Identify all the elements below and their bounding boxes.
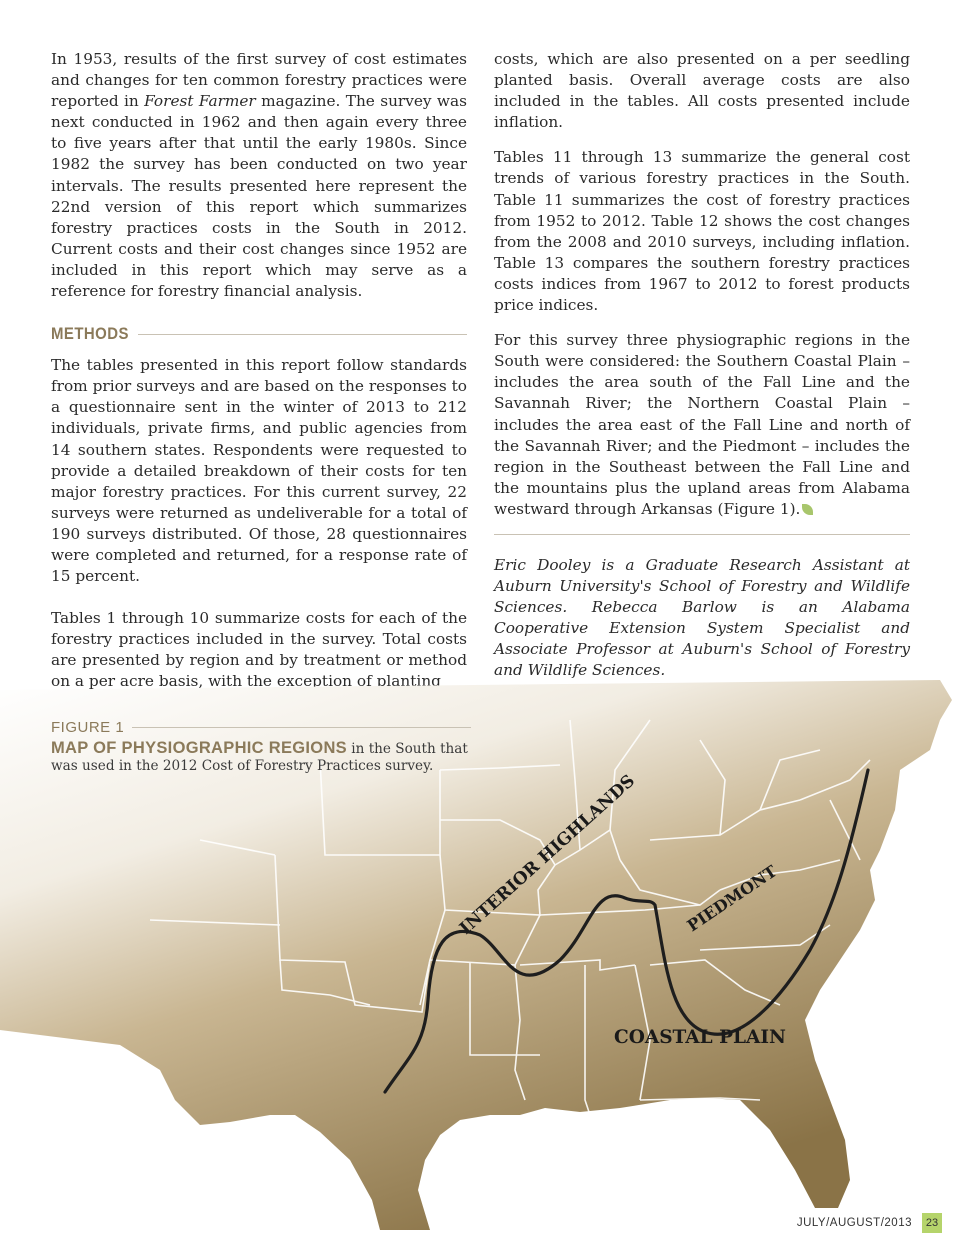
body-paragraph-3: For this survey three physiographic regions in the South were considered: the Southern Coastal Plain – includes the area south of the Fall Line and the Savannah River; the Northern Coastal Plain – includes the area east of the Fall Line and north of the Savannah River; and the Piedmont – includes the region in the Southeast between the Fall Line and the mountains plus the upland areas from Alabama westward through Arkansas (Figure 1). <box>494 331 910 518</box>
body-paragraph-1: costs, which are also presented on a per seedling planted basis. Overall average costs are also included in the tables. All costs presented include inflation. <box>494 50 910 132</box>
figure-label-row <box>51 718 471 736</box>
right-column <box>494 49 910 703</box>
leaf-end-mark-icon <box>802 504 813 515</box>
figure-title: MAP OF PHYSIOGRAPHIC REGIONS <box>51 739 347 757</box>
figure-label: FIGURE 1 <box>51 718 125 736</box>
left-column <box>51 49 467 714</box>
methods-paragraph-2: Tables 1 through 10 summarize costs for each of the forestry practices included in the survey. Total costs are presented by region and by treatment or method on a per acre basis, with the exception of planting <box>51 609 467 691</box>
label-interior-highlands: INTERIOR HIGHLANDS <box>455 771 640 939</box>
figure-label-rule <box>132 727 471 728</box>
label-coastal-plain: COASTAL PLAIN <box>614 1027 786 1048</box>
methods-heading-text: METHODS <box>51 324 129 344</box>
intro-paragraph: In 1953, results of the first survey of cost estimates and changes for ten common forestry practices were reported in Forest Farmer magazine. The survey was next conducted in 1962 and then again every three to five years after that until the early 1980s. Since 1982 the survey has been conducted on two year intervals. The results presented here represent the 22nd version of this report which summarizes forestry practices costs in the South in 2012. Current costs and their cost changes since 1952 are included in this report which may serve as a reference for forestry financial analysis. <box>51 50 467 301</box>
methods-paragraph-1: The tables presented in this report follow standards from prior surveys and are based on the responses to a questionnaire sent in the winter of 2013 to 212 individuals, private firms, and public agencies from 14 southern states. Respondents were requested to provide a detailed breakdown of their costs for ten major forestry practices. For this current survey, 22 surveys were returned as undeliverable for a total of 190 surveys distributed. Of those, 28 questionnaires were completed and returned, for a response rate of 15 percent. <box>51 356 467 586</box>
magazine-title: Forest Farmer <box>144 92 256 111</box>
issue-date: JULY/AUGUST/2013 <box>796 1217 912 1229</box>
methods-heading <box>51 323 467 345</box>
body-paragraph-2: Tables 11 through 13 summarize the general cost trends of various forestry practices in the South. Table 11 summarizes the cost of forestry practices from 1952 to 2012. Table 12 shows the cost changes from the 2008 and 2010 surveys, including inflation. Table 13 compares the southern forestry practices costs indices from 1967 to 2012 to forest products price indices. <box>494 148 910 315</box>
page-footer <box>797 1213 942 1233</box>
label-piedmont: PIEDMONT <box>683 861 781 936</box>
page-number: 23 <box>922 1213 942 1233</box>
bio-divider <box>494 534 910 535</box>
figure-caption-text: MAP OF PHYSIOGRAPHIC REGIONS in the South that was used in the 2012 Cost of Forestry Practices survey. <box>51 739 468 774</box>
heading-rule <box>138 334 468 335</box>
author-bio: Eric Dooley is a Graduate Research Assistant at Auburn University's School of Forestry and Wildlife Sciences. Rebecca Barlow is an Alabama Cooperative Extension System Specialist and Associate Professor at Auburn's School of Forestry and Wildlife Sciences. <box>494 555 910 680</box>
figure-caption <box>51 718 471 775</box>
